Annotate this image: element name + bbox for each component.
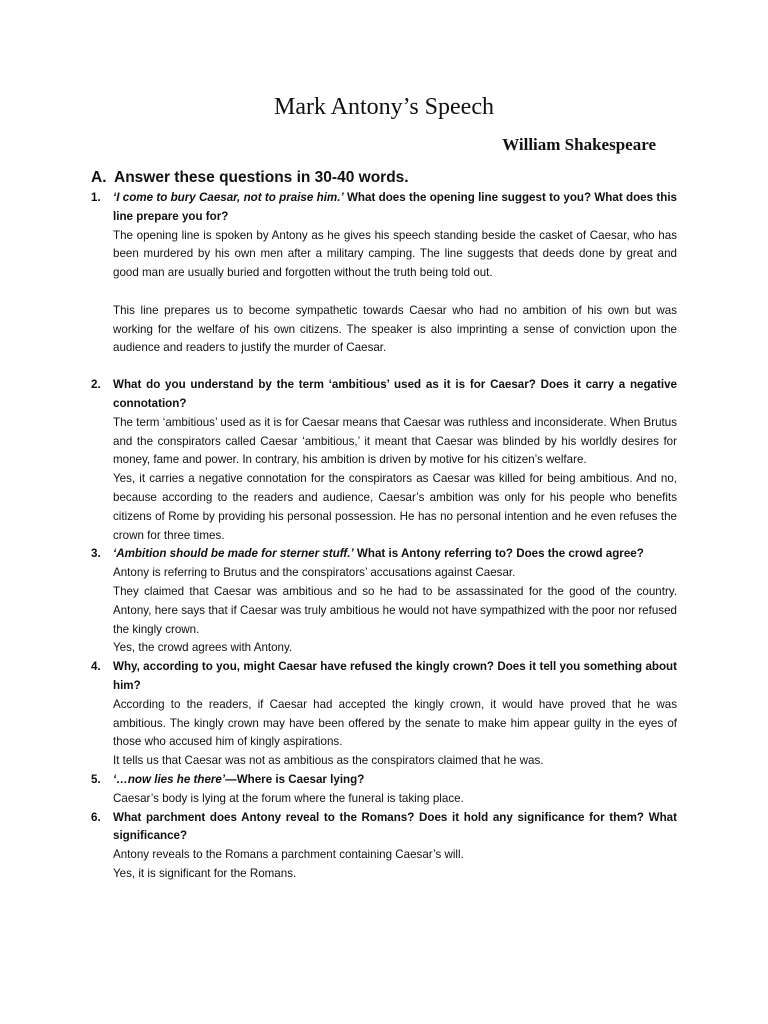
- question-item: [91, 809, 677, 884]
- answer-paragraph: Antony is referring to Brutus and the conspirators’ accusations against Caesar.: [113, 566, 516, 580]
- question-quote: ‘Ambition should be made for sterner stuff.’: [113, 547, 354, 561]
- question-text: [113, 545, 677, 564]
- question-item: [91, 658, 677, 771]
- answer-paragraph: This line prepares us to become sympathetic towards Caesar who had no ambition of his own but was working for the welfare of his own citizens. The speaker is also imprinting a sense of conviction upon the audience and readers to justify the murder of Caesar.: [113, 303, 677, 355]
- question-quote: ‘…now lies he there’: [113, 772, 226, 786]
- answer-paragraph: Antony reveals to the Romans a parchment containing Caesar’s will.: [113, 848, 464, 862]
- question-text: [113, 376, 677, 414]
- question-prompt: Why, according to you, might Caesar have refused the kingly crown? Does it tell you something about him?: [113, 660, 677, 692]
- page-title: Mark Antony’s Speech: [274, 94, 494, 120]
- answer-paragraph: Caesar’s body is lying at the forum where the funeral is taking place.: [113, 791, 464, 805]
- question-number: 3.: [91, 547, 101, 561]
- section-letter: A.: [91, 169, 107, 186]
- question-prompt: —Where is Caesar lying?: [225, 772, 365, 786]
- question-text: [113, 771, 677, 790]
- author-name: William Shakespeare: [502, 135, 656, 154]
- question-item: [91, 771, 677, 809]
- question-prompt: What do you understand by the term ‘ambitious’ used as it is for Caesar? Does it carry a negative connotation?: [113, 378, 677, 410]
- question-prompt: What does the opening line suggest to you? What does this line prepare you for?: [113, 191, 677, 223]
- answer-paragraph: Yes, the crowd agrees with Antony.: [113, 641, 293, 655]
- question-item: [91, 189, 677, 358]
- section-heading: [91, 168, 409, 188]
- question-list: [91, 189, 677, 884]
- answer-paragraph: Yes, it carries a negative connotation for the conspirators as Caesar was killed for being ambitious. And no, because according to the readers and audience, Caesar’s ambition was only for his people who benefits citizens of Rome by providing his personal possession. He has no personal intention and he even refuses the crown for three times.: [113, 472, 677, 542]
- answer-paragraph: The opening line is spoken by Antony as he gives his speech standing beside the casket of Caesar, who has been murdered by his own men after a military camping. The line suggests that deeds done by great and good man are usually buried and forgotten without the truth being told out.: [113, 228, 677, 280]
- answer-paragraph: The term ‘ambitious’ used as it is for Caesar means that Caesar was ruthless and inconsiderate. When Brutus and the conspirators called Caesar ‘ambitious,’ it meant that Caesar was blinded by his worldly desires for money, fame and power. In contrary, his ambition is driven by motive for his citizen’s welfare.: [113, 415, 677, 467]
- question-number: 6.: [91, 810, 101, 824]
- question-item: [91, 545, 677, 658]
- question-prompt: What parchment does Antony reveal to the Romans? Does it hold any significance for them? What significance?: [113, 810, 677, 843]
- question-number: 2.: [91, 378, 101, 392]
- question-quote: ‘I come to bury Caesar, not to praise him.’: [113, 191, 344, 204]
- question-number: 4.: [91, 660, 101, 674]
- question-prompt: What is Antony referring to? Does the crowd agree?: [353, 547, 644, 561]
- answer-paragraph: According to the readers, if Caesar had accepted the kingly crown, it would have proved that he was ambitious. The kingly crown may have been offered by the senate to make him appear guilty in the eyes of those who accused him of kingly aspirations.: [113, 697, 677, 749]
- question-number: 5.: [91, 772, 101, 786]
- section-title: Answer these questions in 30-40 words.: [114, 169, 409, 186]
- answer-paragraph: Yes, it is significant for the Romans.: [113, 866, 297, 880]
- question-item: [91, 376, 677, 545]
- question-number: 1.: [91, 191, 101, 204]
- answer-paragraph: It tells us that Caesar was not as ambitious as the conspirators claimed that he was.: [113, 754, 544, 768]
- answer-paragraph: They claimed that Caesar was ambitious and so he had to be assassinated for the good of the country. Antony, here says that if Caesar was truly ambitious he would not have sympathized with the poor nor refused the kingly crown.: [113, 584, 677, 636]
- question-text: [113, 809, 677, 847]
- question-text: [113, 658, 677, 696]
- question-text: [113, 189, 677, 227]
